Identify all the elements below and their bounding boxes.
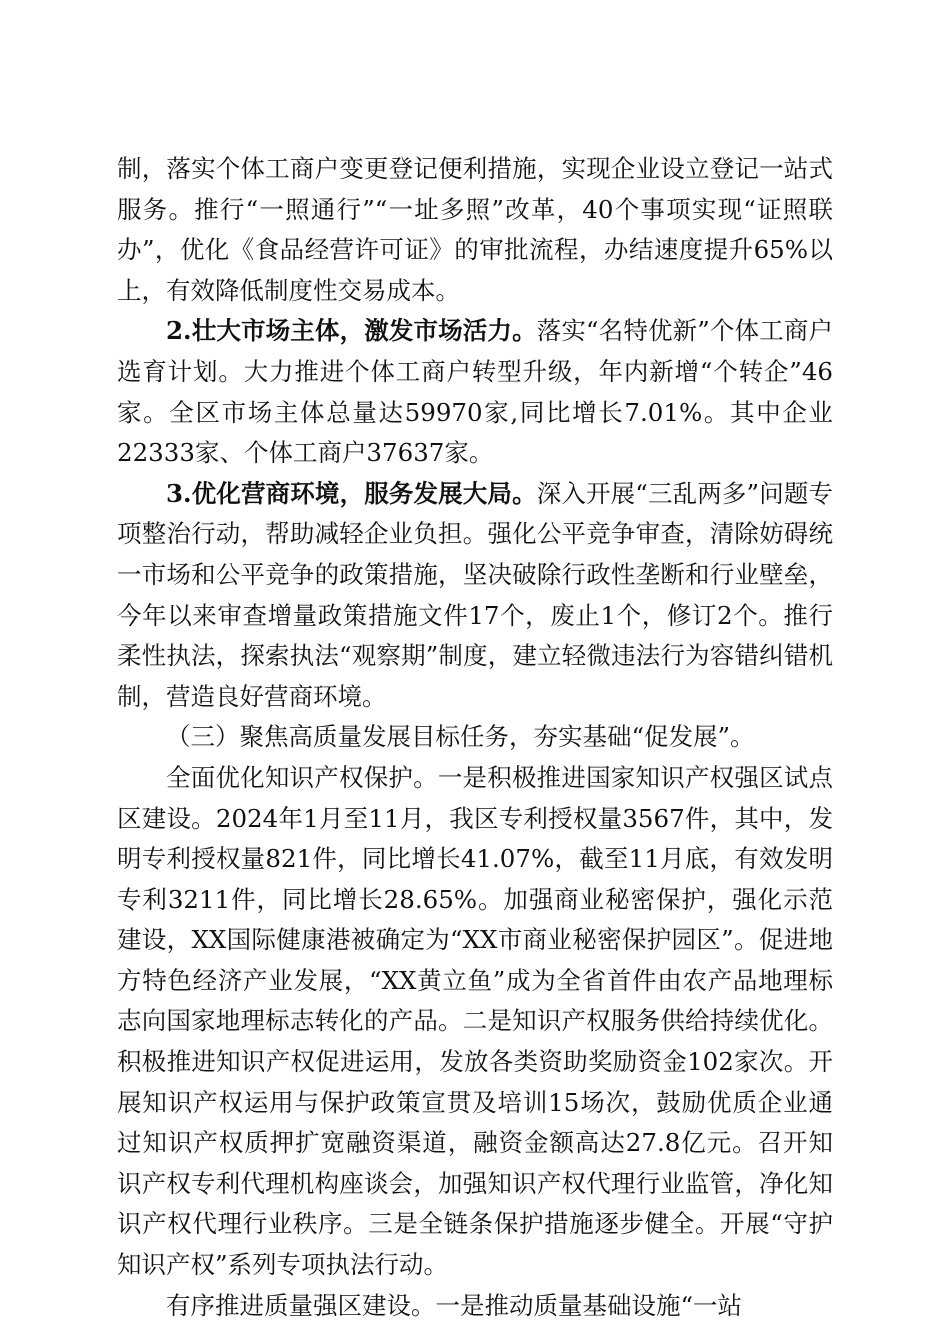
paragraph-text: 深入开展“三乱两多”问题专项整治行动，帮助减轻企业负担。强化公平竞争审查，清除妨碍统一市场和公平竞争的政策措施，坚决破除行政性垄断和行业壁垒，今年以来审查增量政策措施文件17个，废止1个，修订2个。推行柔性执法，探索执法“观察期”制度，建立轻微违法行为容错纠错机制，营造良好营商环境。 <box>117 478 833 711</box>
paragraph-text: 全面优化知识产权保护。一是积极推进国家知识产权强区试点区建设。2024年1月至11月，我区专利授权量3567件，其中，发明专利授权量821件，同比增长41.07%，截至11月底，有效发明专利3211件，同比增长28.65%。加强商业秘密保护，强化示范建设，XX国际健康港被确定为“XX市商业秘密保护园区”。促进地方特色经济产业发展，“XX黄立鱼”成为全省首件由农产品地理标志向国家地理标志转化的产品。二是知识产权服务供给持续优化。积极推进知识产权促进运用，发放各类资助奖励资金102家次。开展知识产权运用与保护政策宣贯及培训15场次，鼓励优质企业通过知识产权质押扩宽融资渠道，融资金额高达27.8亿元。召开知识产权专利代理机构座谈会，加强知识产权代理行业监管，净化知识产权代理行业秩序。三是全链条保护措施逐步健全。开展“守护知识产权”系列专项执法行动。 <box>117 762 833 1280</box>
paragraph-continuation <box>117 149 833 311</box>
section-heading <box>117 717 833 758</box>
paragraph-market-entities <box>117 311 833 473</box>
paragraph-lead-heading: 3.优化营商环境，服务发展大局。 <box>166 478 537 508</box>
paragraph-lead-heading: 2.壮大市场主体，激发市场活力。 <box>166 316 537 346</box>
section-heading-text: （三）聚焦高质量发展目标任务，夯实基础“促发展”。 <box>166 722 755 752</box>
document-page <box>117 149 833 1326</box>
paragraph-text: 制，落实个体工商户变更登记便利措施，实现企业设立登记一站式服务。推行“一照通行”“一址多照”改革，40个事项实现“证照联办”，优化《食品经营许可证》的审批流程，办结速度提升65%以上，有效降低制度性交易成本。 <box>117 154 833 305</box>
paragraph-text: 有序推进质量强区建设。一是推动质量基础设施“一站 <box>166 1290 743 1320</box>
paragraph-quality <box>117 1286 833 1327</box>
paragraph-business-environment <box>117 474 833 718</box>
paragraph-ip-protection <box>117 758 833 1286</box>
paragraph-text: 落实“名特优新”个体工商户选育计划。大力推进个体工商户转型升级，年内新增“个转企”46家。全区市场主体总量达59970家,同比增长7.01%。其中企业22333家、个体工商户37637家。 <box>117 316 833 468</box>
